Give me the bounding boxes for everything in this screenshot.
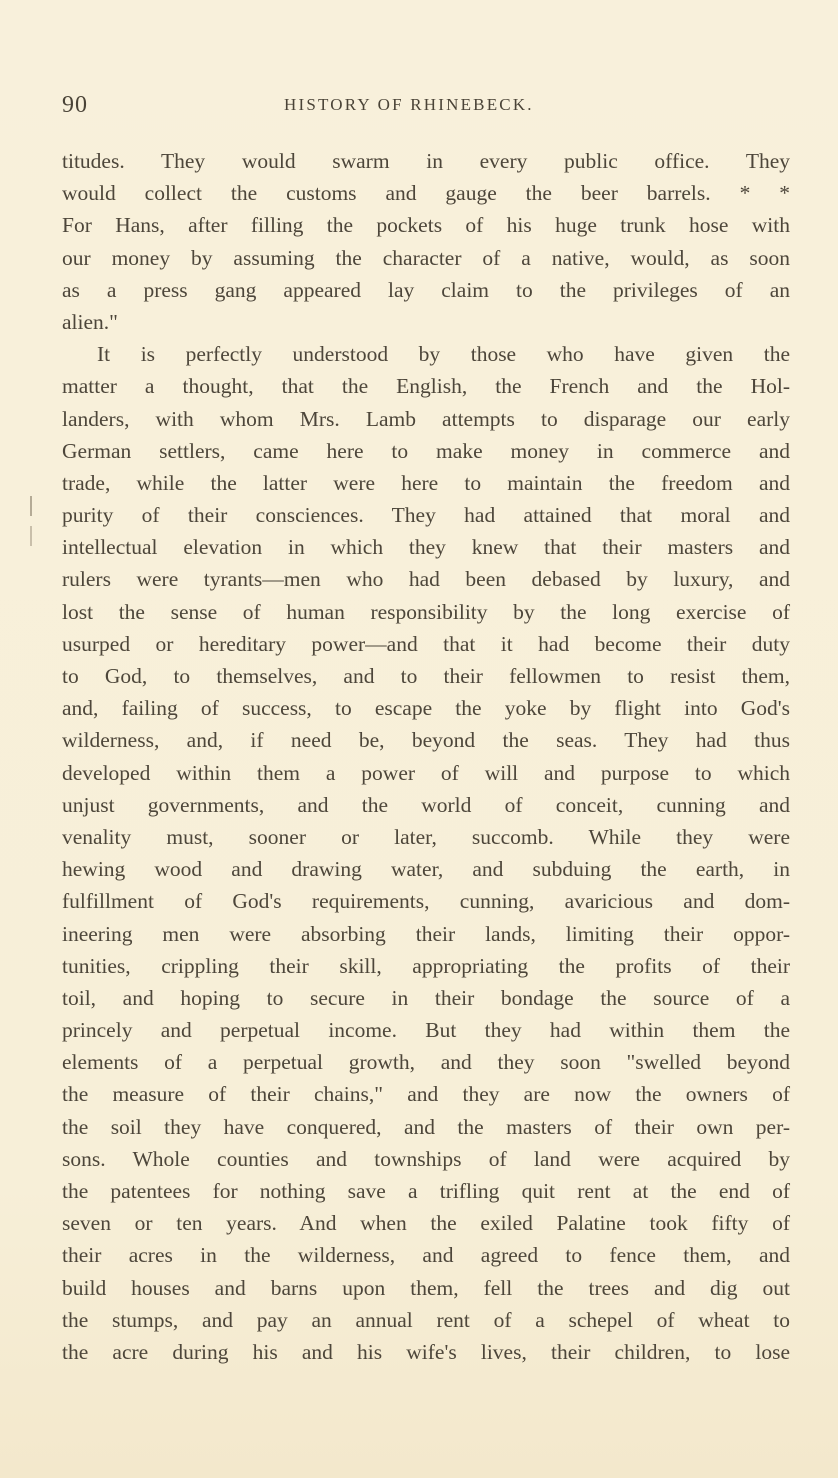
text-line: unjust governments, and the world of conceit, cunning and (62, 792, 790, 817)
page-header (62, 92, 782, 122)
text-line: rulers were tyrants—men who had been debased by luxury, and (62, 567, 790, 592)
text-line: build houses and barns upon them, fell the trees and dig out (62, 1275, 790, 1300)
text-line: venality must, sooner or later, succomb. While they were (62, 824, 790, 849)
text-line: wilderness, and, if need be, beyond the seas. They had thus (62, 728, 790, 753)
text-line: toil, and hoping to secure in their bondage the source of a (62, 985, 790, 1010)
text-line: ineering men were absorbing their lands, limiting their oppor- (62, 921, 790, 946)
text-line: fulfillment of God's requirements, cunning, avaricious and dom- (62, 889, 790, 914)
text-line: would collect the customs and gauge the beer barrels. * * (62, 181, 790, 206)
text-line: their acres in the wilderness, and agreed to fence them, and (62, 1243, 790, 1268)
text-line: purity of their consciences. They had attained that moral and (62, 503, 790, 528)
text-line: princely and perpetual income. But they had within them the (62, 1018, 790, 1043)
text-line: the measure of their chains," and they are now the owners of (62, 1082, 790, 1107)
text-line: titudes. They would swarm in every public office. They (62, 149, 790, 173)
text-line: the soil they have conquered, and the masters of their own per- (62, 1114, 790, 1139)
running-title: HISTORY OF RHINEBECK. (284, 95, 534, 114)
text-line: German settlers, came here to make money in commerce and (62, 438, 790, 463)
text-line: matter a thought, that the English, the French and the Hol- (62, 374, 790, 399)
text-line: lost the sense of human responsibility by the long exercise of (62, 599, 790, 624)
text-line: and, failing of success, to escape the yoke by flight into God's (62, 696, 790, 721)
text-line: alien." (62, 309, 118, 334)
text-line: as a press gang appeared lay claim to the privileges of an (62, 277, 790, 302)
margin-mark (30, 526, 32, 546)
text-line: elements of a perpetual growth, and they soon "swelled beyond (62, 1050, 790, 1075)
text-line: usurped or hereditary power—and that it had become their duty (62, 631, 790, 656)
text-line: landers, with whom Mrs. Lamb attempts to disparage our early (62, 406, 790, 431)
text-line: seven or ten years. And when the exiled Palatine took fifty of (62, 1211, 790, 1236)
body-text (62, 145, 790, 1368)
text-line: hewing wood and drawing water, and subduing the earth, in (62, 857, 790, 882)
text-line: the acre during his and his wife's lives, their children, to lose (62, 1339, 790, 1364)
text-line: to God, to themselves, and to their fellowmen to resist them, (62, 664, 790, 688)
page-number: 90 (62, 92, 88, 118)
text-line: sons. Whole counties and townships of land were acquired by (62, 1146, 790, 1171)
text-line: For Hans, after filling the pockets of his huge trunk hose with (62, 213, 790, 238)
text-line: trade, while the latter were here to maintain the freedom and (62, 470, 790, 495)
text-line: tunities, crippling their skill, appropriating the profits of their (62, 953, 790, 978)
text-line: our money by assuming the character of a native, would, as soon (62, 245, 790, 270)
text-line: the patentees for nothing save a trifling quit rent at the end of (62, 1179, 790, 1203)
text-line: the stumps, and pay an annual rent of a schepel of wheat to (62, 1307, 790, 1332)
text-line: developed within them a power of will and purpose to which (62, 760, 790, 785)
margin-mark (30, 496, 32, 516)
text-line: It is perfectly understood by those who have given the (97, 342, 790, 367)
text-line: intellectual elevation in which they knew that their masters and (62, 535, 790, 560)
